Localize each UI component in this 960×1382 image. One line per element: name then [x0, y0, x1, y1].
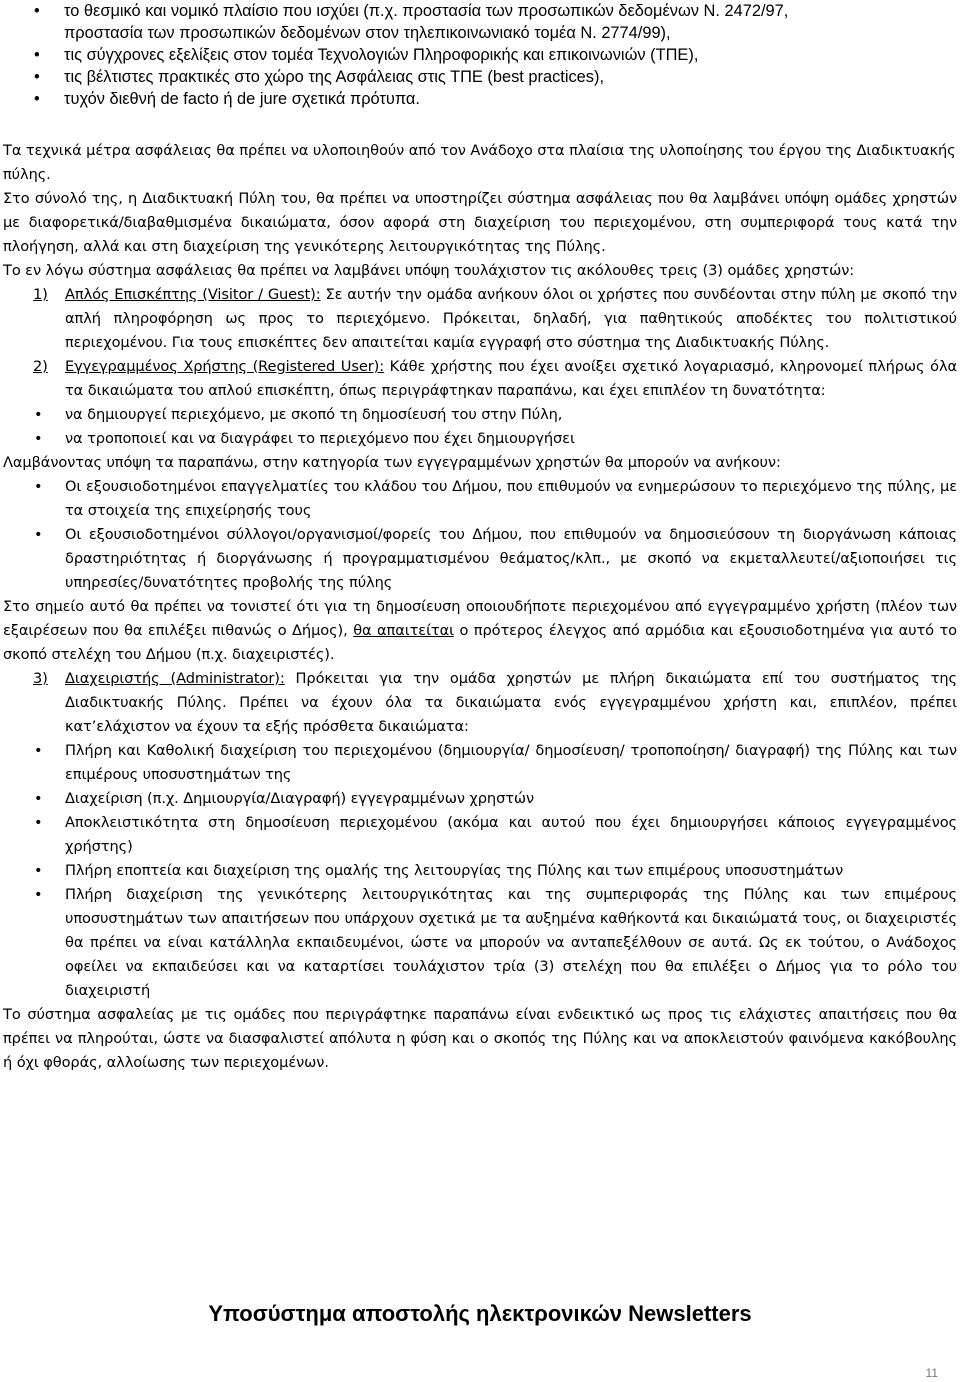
group-registered: [3, 355, 957, 403]
list-item: • το θεσμικό και νομικό πλαίσιο που ισχύει (π.χ. προστασία των προσωπικών δεδομένων Ν. 2472/97,: [34, 2, 789, 20]
list-item: • τις βέλτιστες πρακτικές στο χώρο της Ασφάλειας στις ΤΠΕ (best practices),: [34, 68, 605, 86]
list-item: • Πλήρη και Καθολική διαχείριση του περιεχομένου (δημιουργία/ δημοσίευση/ τροποποίηση/ διαγραφή) της Πύλης και των επιμέρους υποσυστημάτων της: [3, 739, 957, 787]
paragraph-user-groups: Το εν λόγω σύστημα ασφάλειας θα πρέπει να λαμβάνει υπόψη τουλάχιστον τις ακόλουθες τρεις (3) ομάδες χρηστών:: [3, 262, 855, 279]
group-number: 1): [33, 286, 48, 303]
bullet-icon: •: [34, 430, 43, 447]
group-label: Εγγεγραμμένος Χρήστης (Registered User):: [65, 358, 385, 375]
list-item: • Οι εξουσιοδοτημένοι σύλλογοι/οργανισμοί/φορείς του Δήμου, που επιθυμούν να δημοσιεύσουν τη διοργάνωση κάποιας δραστηριότητας ή διοργάνωσης ή προγραμματισμένου θεάματος/κλπ., με σκοπό να εκμεταλλευτεί/αξιοποιήσει τις υπηρεσίες/δυνατότητες προβολής της πύλης: [3, 523, 957, 595]
group-visitor: [3, 283, 957, 355]
list-item: • τυχόν διεθνή de facto ή de jure σχετικά πρότυπα.: [34, 90, 420, 108]
bullet-icon: •: [34, 90, 40, 108]
paragraph-closing: Το σύστημα ασφαλείας με τις ομάδες που περιγράφτηκε παραπάνω είναι ενδεικτικό ως προς τις ελάχιστες απαιτήσεις που θα πρέπει να πληρούται, ώστε να διασφαλιστεί απόλυτα η φύση και ο σκοπός της Πύλης και να αποκλειστούν φαινόμενα κακόβουλης ή όχι φθοράς, αλλοίωσης των περιεχομένων.: [3, 1006, 957, 1071]
bullet-icon: •: [34, 886, 43, 903]
list-item: • να τροποποιεί και να διαγράφει το περιεχόμενο που έχει δημιουργήσει: [3, 427, 957, 451]
bullet-icon: •: [34, 46, 40, 64]
list-item: • Διαχείριση (π.χ. Δημιουργία/Διαγραφή) εγγεγραμμένων χρηστών: [3, 787, 957, 811]
bullet-icon: •: [34, 526, 43, 543]
list-item: • να δημιουργεί περιεχόμενο, με σκοπό τη δημοσίευσή του στην Πύλη,: [3, 403, 957, 427]
group-number: 2): [33, 358, 48, 375]
paragraph-approval-check: Στο σημείο αυτό θα πρέπει να τονιστεί ότι για τη δημοσίευση οποιουδήποτε περιεχομένου από εγγεγραμμένο χρήστη (πλέον των εξαιρέσεων που θα επιλέξει πιθανώς ο Δήμος), θα απαιτείται ο πρότερος έλεγχος από αρμόδια και εξουσιοδοτημένα για αυτό το σκοπό στελέχη του Δήμου (π.χ. διαχειριστές).: [3, 598, 957, 663]
paragraph-categories: Λαμβάνοντας υπόψη τα παραπάνω, στην κατηγορία των εγγεγραμμένων χρηστών θα μπορούν να ανήκουν:: [3, 454, 781, 471]
list-item-continuation: προστασία των προσωπικών δεδομένων στον τηλεπικοινωνιακό τομέα Ν. 2774/99),: [64, 24, 671, 42]
group-administrator: [3, 667, 957, 739]
list-item: • Πλήρη διαχείριση της γενικότερης λειτουργικότητας και της συμπεριφοράς της Πύλης και των επιμέρους υποσυστημάτων των απαιτήσεων που υπάρχουν σχετικά με τα αυξημένα καθήκοντά και δικαιώματά τους, οι διαχειριστές θα πρέπει να είναι κατάλληλα εκπαιδευμένοι, ώστε να μπορούν να ανταπεξέλθουν σε αυτά. Ως εκ τούτου, ο Ανάδοχος οφείλει να εκπαιδεύσει και να καταρτίσει τουλάχιστον τρία (3) στελέχη που θα επιλέξει ο Δήμος για το ρόλο του διαχειριστή: [3, 883, 957, 1003]
list-item: • Πλήρη εποπτεία και διαχείριση της ομαλής της λειτουργίας της Πύλης και των επιμέρους υποσυστημάτων: [3, 859, 957, 883]
bullet-icon: •: [34, 2, 40, 20]
list-item: • τις σύγχρονες εξελίξεις στον τομέα Τεχνολογιών Πληροφορικής και επικοινωνιών (ΤΠΕ),: [34, 46, 699, 64]
group-label: Διαχειριστής (Administrator):: [65, 670, 285, 687]
group-label: Απλός Επισκέπτης (Visitor / Guest):: [65, 286, 321, 303]
document-body: [3, 139, 957, 1075]
paragraph-technical-measures: Τα τεχνικά μέτρα ασφάλειας θα πρέπει να υλοποιηθούν από τον Ανάδοχο στα πλαίσια της υλοποίησης του έργου της Διαδικτυακής πύλης.: [3, 142, 956, 183]
list-item: • Οι εξουσιοδοτημένοι επαγγελματίες του κλάδου του Δήμου, που επιθυμούν να ενημερώσουν το περιεχόμενο της πύλης, με τα στοιχεία της επιχείρησής τους: [3, 475, 957, 523]
bullet-icon: •: [34, 862, 43, 879]
bullet-icon: •: [34, 814, 43, 831]
group-number: 3): [33, 670, 48, 687]
section-title: Υποσύστημα αποστολής ηλεκτρονικών Newsletters: [208, 1301, 752, 1326]
group-description: Πρόκειται για την ομάδα χρηστών με πλήρη δικαιώματα επί του συστήματος της Διαδικτυακής Πύλης. Πρέπει να έχουν όλα τα δικαιώματα ενός εγγεγραμμένου χρήστη και, επιπλέον, πρέπει κατ’ελάχιστον να έχουν τα εξής πρόσθετα δικαιώματα:: [65, 670, 957, 735]
bullet-icon: •: [34, 790, 43, 807]
group-description: Κάθε χρήστης που έχει ανοίξει σχετικό λογαριασμό, κληρονομεί πλήρως όλα τα δικαιώματα του απλού επισκέπτη, όπως περιγράφτηκαν παραπάνω, και έχει επιπλέον τη δυνατότητα:: [65, 358, 958, 399]
emphasis-underline: θα απαιτείται: [353, 622, 454, 639]
bullet-icon: •: [34, 478, 43, 495]
page-number: 11: [925, 1366, 938, 1380]
bullet-icon: •: [34, 406, 43, 423]
list-item: • Αποκλειστικότητα στη δημοσίευση περιεχομένου (ακόμα και αυτού που έχει δημιουργήσει κάποιος εγγεγραμμένος χρήστης): [3, 811, 957, 859]
group-description: Σε αυτήν την ομάδα ανήκουν όλοι οι χρήστες που συνδέονται στην πύλη με σκοπό την απλή πληροφόρηση ως προς το περιεχόμενο. Πρόκειται, δηλαδή, για παθητικούς αποδέκτες του πολιτιστικού περιεχομένου. Για τους επισκέπτες δεν απαιτείται καμία εγγραφή στο σύστημα της Διαδικτυακής Πύλης.: [65, 286, 957, 351]
bullet-icon: •: [34, 742, 43, 759]
paragraph-security-overview: Στο σύνολό της, η Διαδικτυακή Πύλη του, θα πρέπει να υποστηρίζει σύστημα ασφάλειας που θα λαμβάνει υπόψη ομάδες χρηστών με διαφορετικά/διαβαθμισμένα δικαιώματα, όσον αφορά στη διαχείριση του περιεχομένου, στη συμπεριφορά τους κατά την πλοήγηση, αλλά και στη διαχείριση της γενικότερης λειτουργικότητας της Πύλης.: [3, 190, 957, 255]
bullet-icon: •: [34, 68, 40, 86]
legal-framework-list: [0, 0, 960, 110]
